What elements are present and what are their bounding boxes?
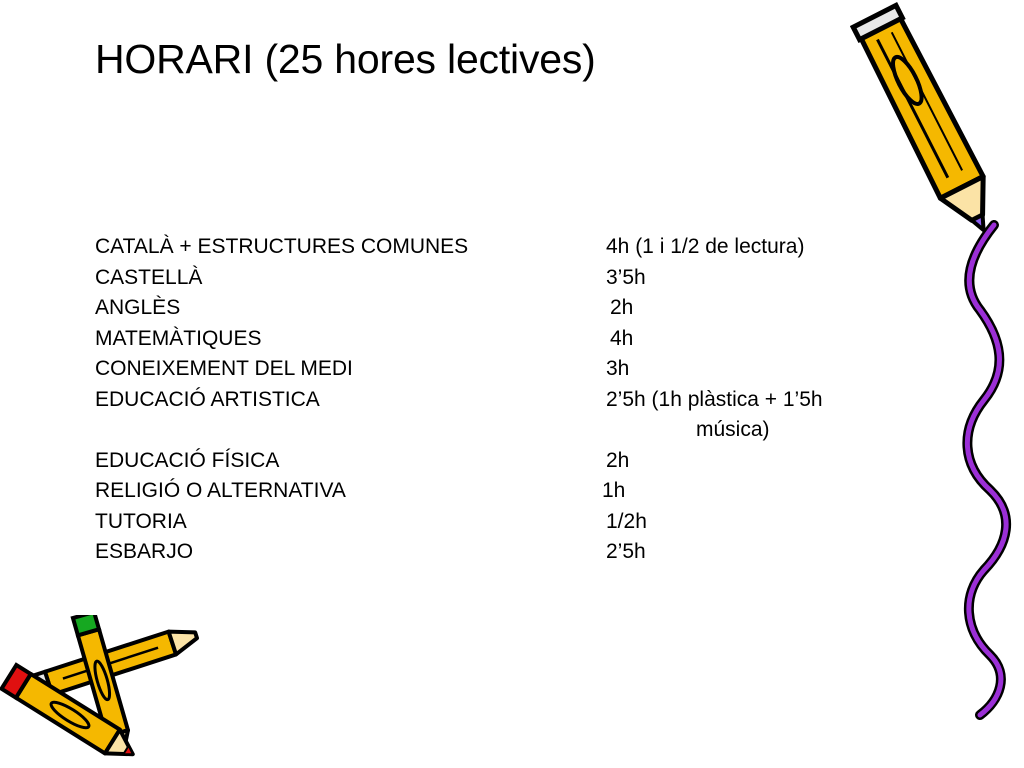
subject-label: EDUCACIÓ ARTISTICA [95,387,320,411]
hours-value-line2: música) [696,418,770,441]
pencil-icon [850,0,1010,250]
hours-value: 1/2h [606,509,647,533]
hours-value: 1h [602,479,626,502]
subject-label: CATALÀ + ESTRUCTURES COMUNES [95,235,469,258]
subject-label: ANGLÈS [95,296,181,319]
hours-value: 2h [606,448,630,472]
subject-label: RELIGIÓ O ALTERNATIVA [95,479,346,502]
hours-value: 4h (1 i 1/2 de lectura) [606,235,805,258]
page-title: HORARI (25 hores lectives) [95,36,596,82]
hours-value: 2h [610,296,634,319]
subject-label: ESBARJO [95,540,194,563]
subject-label: EDUCACIÓ FÍSICA [95,448,280,472]
subject-label: MATEMÀTIQUES [95,326,262,350]
hours-value-line1: 2’5h (1h plàstica + 1’5h [606,387,823,411]
squiggle-line-icon [950,215,1024,725]
subject-label: TUTORIA [95,509,187,533]
hours-value: 3’5h [606,265,646,289]
hours-value [606,385,823,446]
hours-value: 4h [610,326,634,350]
hours-value: 3h [606,357,630,380]
subject-label: CASTELLÀ [95,265,203,289]
crossed-pencils-icon [0,615,210,765]
hours-value: 2’5h [606,540,646,563]
subject-label: CONEIXEMENT DEL MEDI [95,357,353,380]
